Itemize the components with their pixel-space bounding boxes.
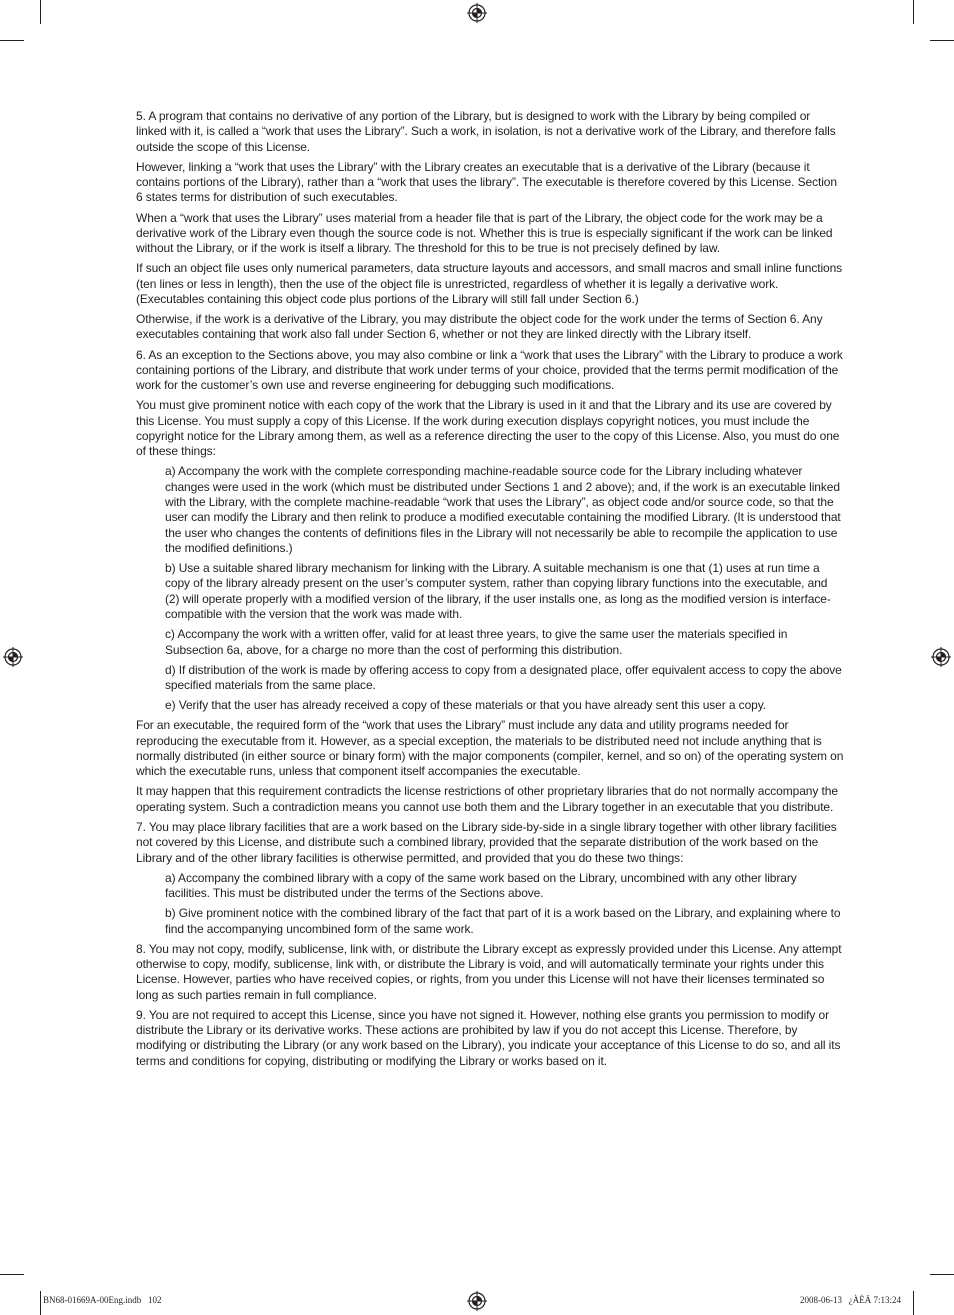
crop-mark-icon	[913, 0, 914, 24]
paragraph: When a “work that uses the Library” uses material from a header file that is part of the Library, the object code for the work may be a derivative work of the Library even though the source code is not. Whether this is true is especially significant if the work can be linked without the Library, or if the work is itself a library. The threshold for this to be true is not precisely defined by law.	[136, 210, 833, 256]
footer-file-info: BN68-01669A-00Eng.indb 102	[43, 1295, 162, 1305]
crop-mark-icon	[0, 1274, 24, 1275]
paragraph: However, linking a “work that uses the Library” with the Library creates an executable that is a derivative of the Library (because it contains portions of the Library), rather than a “work that uses the library”. The executable is therefore covered by this License. Section 6 states terms for distribution of such executables.	[136, 159, 837, 205]
paragraph: For an executable, the required form of the “work that uses the Library” must include any data and utility programs needed for reproducing the executable from it. However, as a special exception, the materials to be distributed need not include anything that is normally distributed (in either source or binary form) with the major components (compiler, kernel, and so on) of the operating system on which the executable runs, unless that component itself accompanies the executable.	[136, 718, 844, 779]
paragraph: 9. You are not required to accept this License, since you have not signed it. However, nothing else grants you permission to modify or distribute the Library or its derivative works. These actions are prohibited by law if you do not accept this License. Therefore, by modifying or distributing the Library (or any work based on the Library), you indicate your acceptance of this License to do so, and all its terms and conditions for copying, distributing or modifying the Library or works based on it.	[136, 1007, 841, 1068]
paragraph: It may happen that this requirement contradicts the license restrictions of other proprietary libraries that do not normally accompany the operating system. Such a contradiction means you cannot use both them and the Library together in an executable that you distribute.	[136, 784, 838, 814]
registration-mark-icon	[3, 647, 23, 667]
license-text	[136, 109, 844, 1074]
paragraph: 8. You may not copy, modify, sublicense, link with, or distribute the Library except as expressly provided under this License. Any attempt otherwise to copy, modify, sublicense, link with, or distribute the Library is void, and will automatically terminate your rights under this License. However, parties who have received copies, or rights, from you under this License will not have their licenses terminated so long as such parties remain in full compliance.	[136, 941, 842, 1002]
paragraph: Otherwise, if the work is a derivative of the Library, you may distribute the object code for the work under the terms of Section 6. Any executables containing that work also fall under Section 6, whether or not they are linked directly with the Library itself.	[136, 312, 823, 342]
registration-mark-icon	[467, 3, 487, 23]
paragraph: If such an object file uses only numerical parameters, data structure layouts and accessors, and small macros and small inline functions (ten lines or less in length), then the use of the object file is unrestricted, regardless of whether it is legally a derivative work. (Executables containing this object code plus portions of the Library will still fall under Section 6.)	[136, 261, 843, 306]
list-item: b) Use a suitable shared library mechanism for linking with the Library. A suitable mechanism is one that (1) uses at run time a copy of the library already present on the user’s computer system, rather than copying library functions into the executable, and (2) will operate properly with a modified version of the library, if the user installs one, as long as the modified version is interface-compatible with the version that the work was made with.	[165, 561, 831, 622]
paragraph: 6. As an exception to the Sections above, you may also combine or link a “work that uses the Library” with the Library to produce a work containing portions of the Library, and distribute that work under terms of your choice, provided that the terms permit modification of the work for the customer’s own use and reverse engineering for debugging such modifications.	[136, 347, 843, 393]
crop-mark-icon	[40, 0, 41, 24]
list-item: a) Accompany the combined library with a copy of the same work based on the Library, uncombined with any other library facilities. This must be distributed under the terms of the Sections above.	[165, 870, 797, 901]
list-item: a) Accompany the work with the complete corresponding machine-readable source code for the Library including whatever changes were used in the work (which must be distributed under Sections 1 and 2 above); and, if the work is an executable linked with the Library, with the complete machine-readable “work that uses the Library”, as object code and/or source code, so that the user can modify the Library and then relink to produce a modified executable containing the modified Library. (It is understood that the user who changes the contents of definitions files in the Library will not necessarily be able to recompile the application to use the modified definitions.)	[165, 464, 841, 555]
crop-mark-icon	[930, 40, 954, 41]
paragraph: 5. A program that contains no derivative of any portion of the Library, but is designed to work with the Library by being compiled or linked with it, is called a “work that uses the Library”. Such a work, in isolation, is not a derivative work of the Library, and therefore falls outside the scope of this License.	[136, 109, 836, 154]
registration-mark-icon	[931, 647, 951, 667]
paragraph: 7. You may place library facilities that are a work based on the Library side-by-side in a single library together with other library facilities not covered by this License, and distribute such a combined library, provided that the separate distribution of the work based on the Library and of the other library facilities is otherwise permitted, and provided that you do these two things:	[136, 819, 837, 865]
footer-timestamp: 2008-06-13 ¿ÀÈÄ 7:13:24	[800, 1295, 901, 1305]
crop-mark-icon	[930, 1274, 954, 1275]
registration-mark-icon	[467, 1291, 487, 1311]
list-item: d) If distribution of the work is made by offering access to copy from a designated place, offer equivalent access to copy the above specified materials from the same place.	[165, 662, 842, 692]
crop-mark-icon	[40, 1291, 41, 1315]
list-item: b) Give prominent notice with the combined library of the fact that part of it is a work based on the Library, and explaining where to find the accompanying uncombined form of the same work.	[165, 906, 841, 936]
list-item: e) Verify that the user has already received a copy of these materials or that you have already sent this user a copy.	[165, 698, 766, 713]
crop-mark-icon	[913, 1291, 914, 1315]
paragraph: You must give prominent notice with each copy of the work that the Library is used in it and that the Library and its use are covered by this License. You must supply a copy of this License. If the work during execution displays copyright notices, you must include the copyright notice for the Library among them, as well as a reference directing the user to the copy of this License. Also, you must do one of these things:	[136, 398, 840, 459]
list-item: c) Accompany the work with a written offer, valid for at least three years, to give the same user the materials specified in Subsection 6a, above, for a charge no more than the cost of performing this distribution.	[165, 627, 788, 657]
crop-mark-icon	[0, 40, 24, 41]
